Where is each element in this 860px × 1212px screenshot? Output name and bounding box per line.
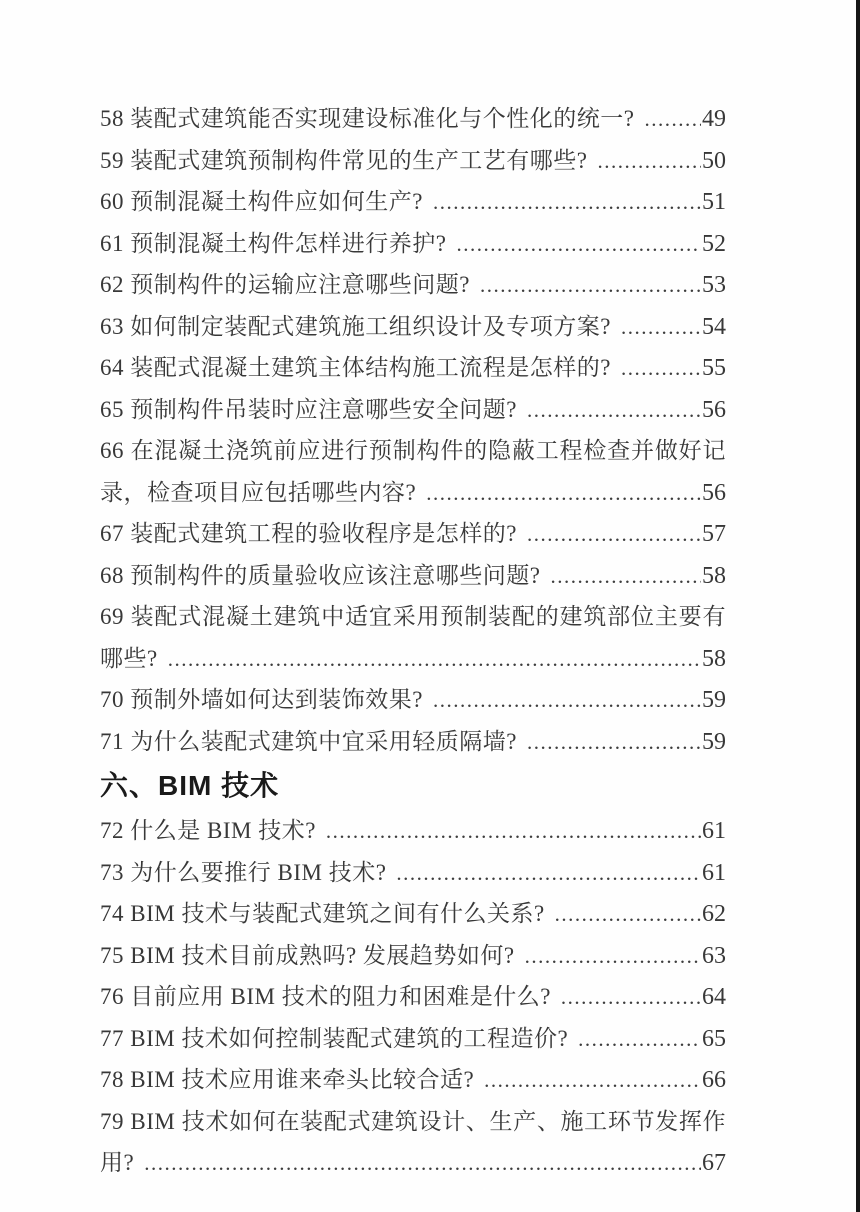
dot-leader [621,306,701,349]
toc-entry-text: 59 装配式建筑预制构件常见的生产工艺有哪些? [100,147,588,173]
toc-entry-line [100,181,726,223]
toc-entry-line [100,810,726,852]
toc-page-number: 59 [702,728,726,755]
toc-entry [100,555,726,597]
toc-entry-text: 73 为什么要推行 BIM 技术? [100,859,387,885]
toc-entry-line [100,596,726,638]
dot-leader [144,1142,701,1185]
toc-page-number: 61 [702,818,726,844]
toc-entry-text: 64 装配式混凝土建筑主体结构施工流程是怎样的? [100,355,611,380]
toc-entry-text: 75 BIM 技术目前成熟吗? 发展趋势如何? [100,942,515,968]
toc-entry [100,810,726,852]
dot-leader [426,472,701,515]
toc-entry-text: 58 装配式建筑能否实现建设标准化与个性化的统一? [100,106,635,131]
dot-leader [168,638,701,681]
toc-page-number: 66 [702,1067,726,1093]
toc-entry-line [100,1059,726,1101]
toc-entry-text: 72 什么是 BIM 技术? [100,818,316,843]
toc-entry-line [100,721,726,763]
toc-page-number: 51 [702,189,726,215]
dot-leader [396,852,701,895]
toc-entry-line [100,893,726,935]
toc-entry-line [100,935,726,977]
toc-entry [100,264,726,306]
toc-page-number: 58 [702,562,726,589]
toc-entry-text: 65 预制构件吊装时应注意哪些安全问题? [100,396,517,422]
dot-leader [525,935,701,978]
dot-leader [555,893,701,936]
toc-page-number: 67 [702,1150,726,1176]
toc-entry-text: 76 目前应用 BIM 技术的阻力和困难是什么? [100,984,551,1009]
toc-entry-text: 67 装配式建筑工程的验收程序是怎样的? [100,521,517,546]
toc-entry-text: 78 BIM 技术应用谁来牵头比较合适? [100,1067,475,1092]
dot-leader [527,389,701,432]
toc-entry-text: 70 预制外墙如何达到装饰效果? [100,687,423,712]
toc-entry-line [100,264,726,306]
toc-entry-line [100,98,726,140]
toc-entry [100,347,726,389]
toc-entry [100,1059,726,1101]
toc-page-number: 56 [702,479,726,506]
toc-entry-text: 77 BIM 技术如何控制装配式建筑的工程造价? [100,1025,569,1051]
toc-entry-line [100,140,726,182]
toc-page-number: 49 [702,106,726,132]
toc-page-number: 50 [702,147,726,174]
toc-entry [100,1101,726,1184]
toc-entry-line [100,638,726,680]
dot-leader [433,181,701,224]
toc-entry [100,1018,726,1060]
toc-entry-text: 63 如何制定装配式建筑施工组织设计及专项方案? [100,313,611,339]
toc-page-number: 57 [702,521,726,547]
dot-leader [484,1059,701,1102]
toc-entry-text: 66 在混凝土浇筑前应进行预制构件的隐蔽工程检查并做好记 [100,438,726,463]
toc-entry [100,98,726,140]
toc-entry [100,181,726,223]
toc-entry-line [100,306,726,348]
toc-page-number: 58 [702,645,726,672]
toc-page-number: 56 [702,396,726,423]
toc-entry [100,513,726,555]
dot-leader [433,679,701,722]
toc-entry-line [100,852,726,894]
toc-entry [100,721,726,763]
toc-entry [100,306,726,348]
toc-entry [100,852,726,894]
toc-entry-line [100,1101,726,1143]
dot-leader [621,347,701,390]
toc-entry [100,140,726,182]
dot-leader [578,1018,701,1061]
dot-leader [326,810,701,853]
toc-entry-text: 71 为什么装配式建筑中宜采用轻质隔墙? [100,728,517,754]
page-edge-strip [856,0,860,1212]
toc-entry-text: 62 预制构件的运输应注意哪些问题? [100,272,470,297]
toc-entry-line [100,976,726,1018]
toc-entry [100,430,726,513]
dot-leader [456,223,701,266]
toc-page-number: 62 [702,901,726,927]
toc-entry-line [100,347,726,389]
dot-leader [480,264,701,307]
toc-page-number: 64 [702,984,726,1010]
toc-page-number: 63 [702,942,726,969]
toc-entry-line [100,555,726,597]
toc-entry-line [100,389,726,431]
toc-entry-text: 69 装配式混凝土建筑中适宜采用预制装配的建筑部位主要有 [100,604,726,629]
toc-entry-text: 68 预制构件的质量验收应该注意哪些问题? [100,562,541,588]
toc-entry-text: 60 预制混凝土构件应如何生产? [100,189,423,214]
toc-entry-line [100,1142,726,1184]
toc-entry-text: 61 预制混凝土构件怎样进行养护? [100,230,447,256]
toc-entry-text: 74 BIM 技术与装配式建筑之间有什么关系? [100,901,545,926]
toc-entry-line [100,679,726,721]
toc-entry [100,976,726,1018]
toc-entry-line [100,223,726,265]
toc-page-number: 59 [702,687,726,713]
toc-entry-text: 用? [100,1150,135,1175]
dot-leader [527,513,701,556]
toc-entry-line [100,513,726,555]
toc-entry-text: 79 BIM 技术如何在装配式建筑设计、生产、施工环节发挥作 [100,1108,726,1134]
toc-page-number: 61 [702,859,726,886]
toc-entry-line [100,1018,726,1060]
section-heading: 六、BIM 技术 [100,770,280,801]
dot-leader [597,140,701,183]
table-of-contents [100,98,726,1184]
toc-entry [100,223,726,265]
dot-leader [561,976,701,1019]
toc-entry [100,893,726,935]
toc-page-number: 54 [702,313,726,340]
toc-entry-line [100,472,726,514]
toc-entry-text: 录，检查项目应包括哪些内容? [100,479,417,505]
toc-page-number: 52 [702,230,726,257]
dot-leader [644,98,701,141]
toc-entry [100,679,726,721]
toc-entry [100,935,726,977]
toc-page-number: 55 [702,355,726,381]
toc-entry-line [100,430,726,472]
toc-entry [100,596,726,679]
toc-page-number: 65 [702,1025,726,1052]
toc-entry [100,389,726,431]
dot-leader [550,555,701,598]
toc-entry-text: 哪些? [100,645,158,671]
dot-leader [527,721,701,764]
toc-page-number: 53 [702,272,726,298]
